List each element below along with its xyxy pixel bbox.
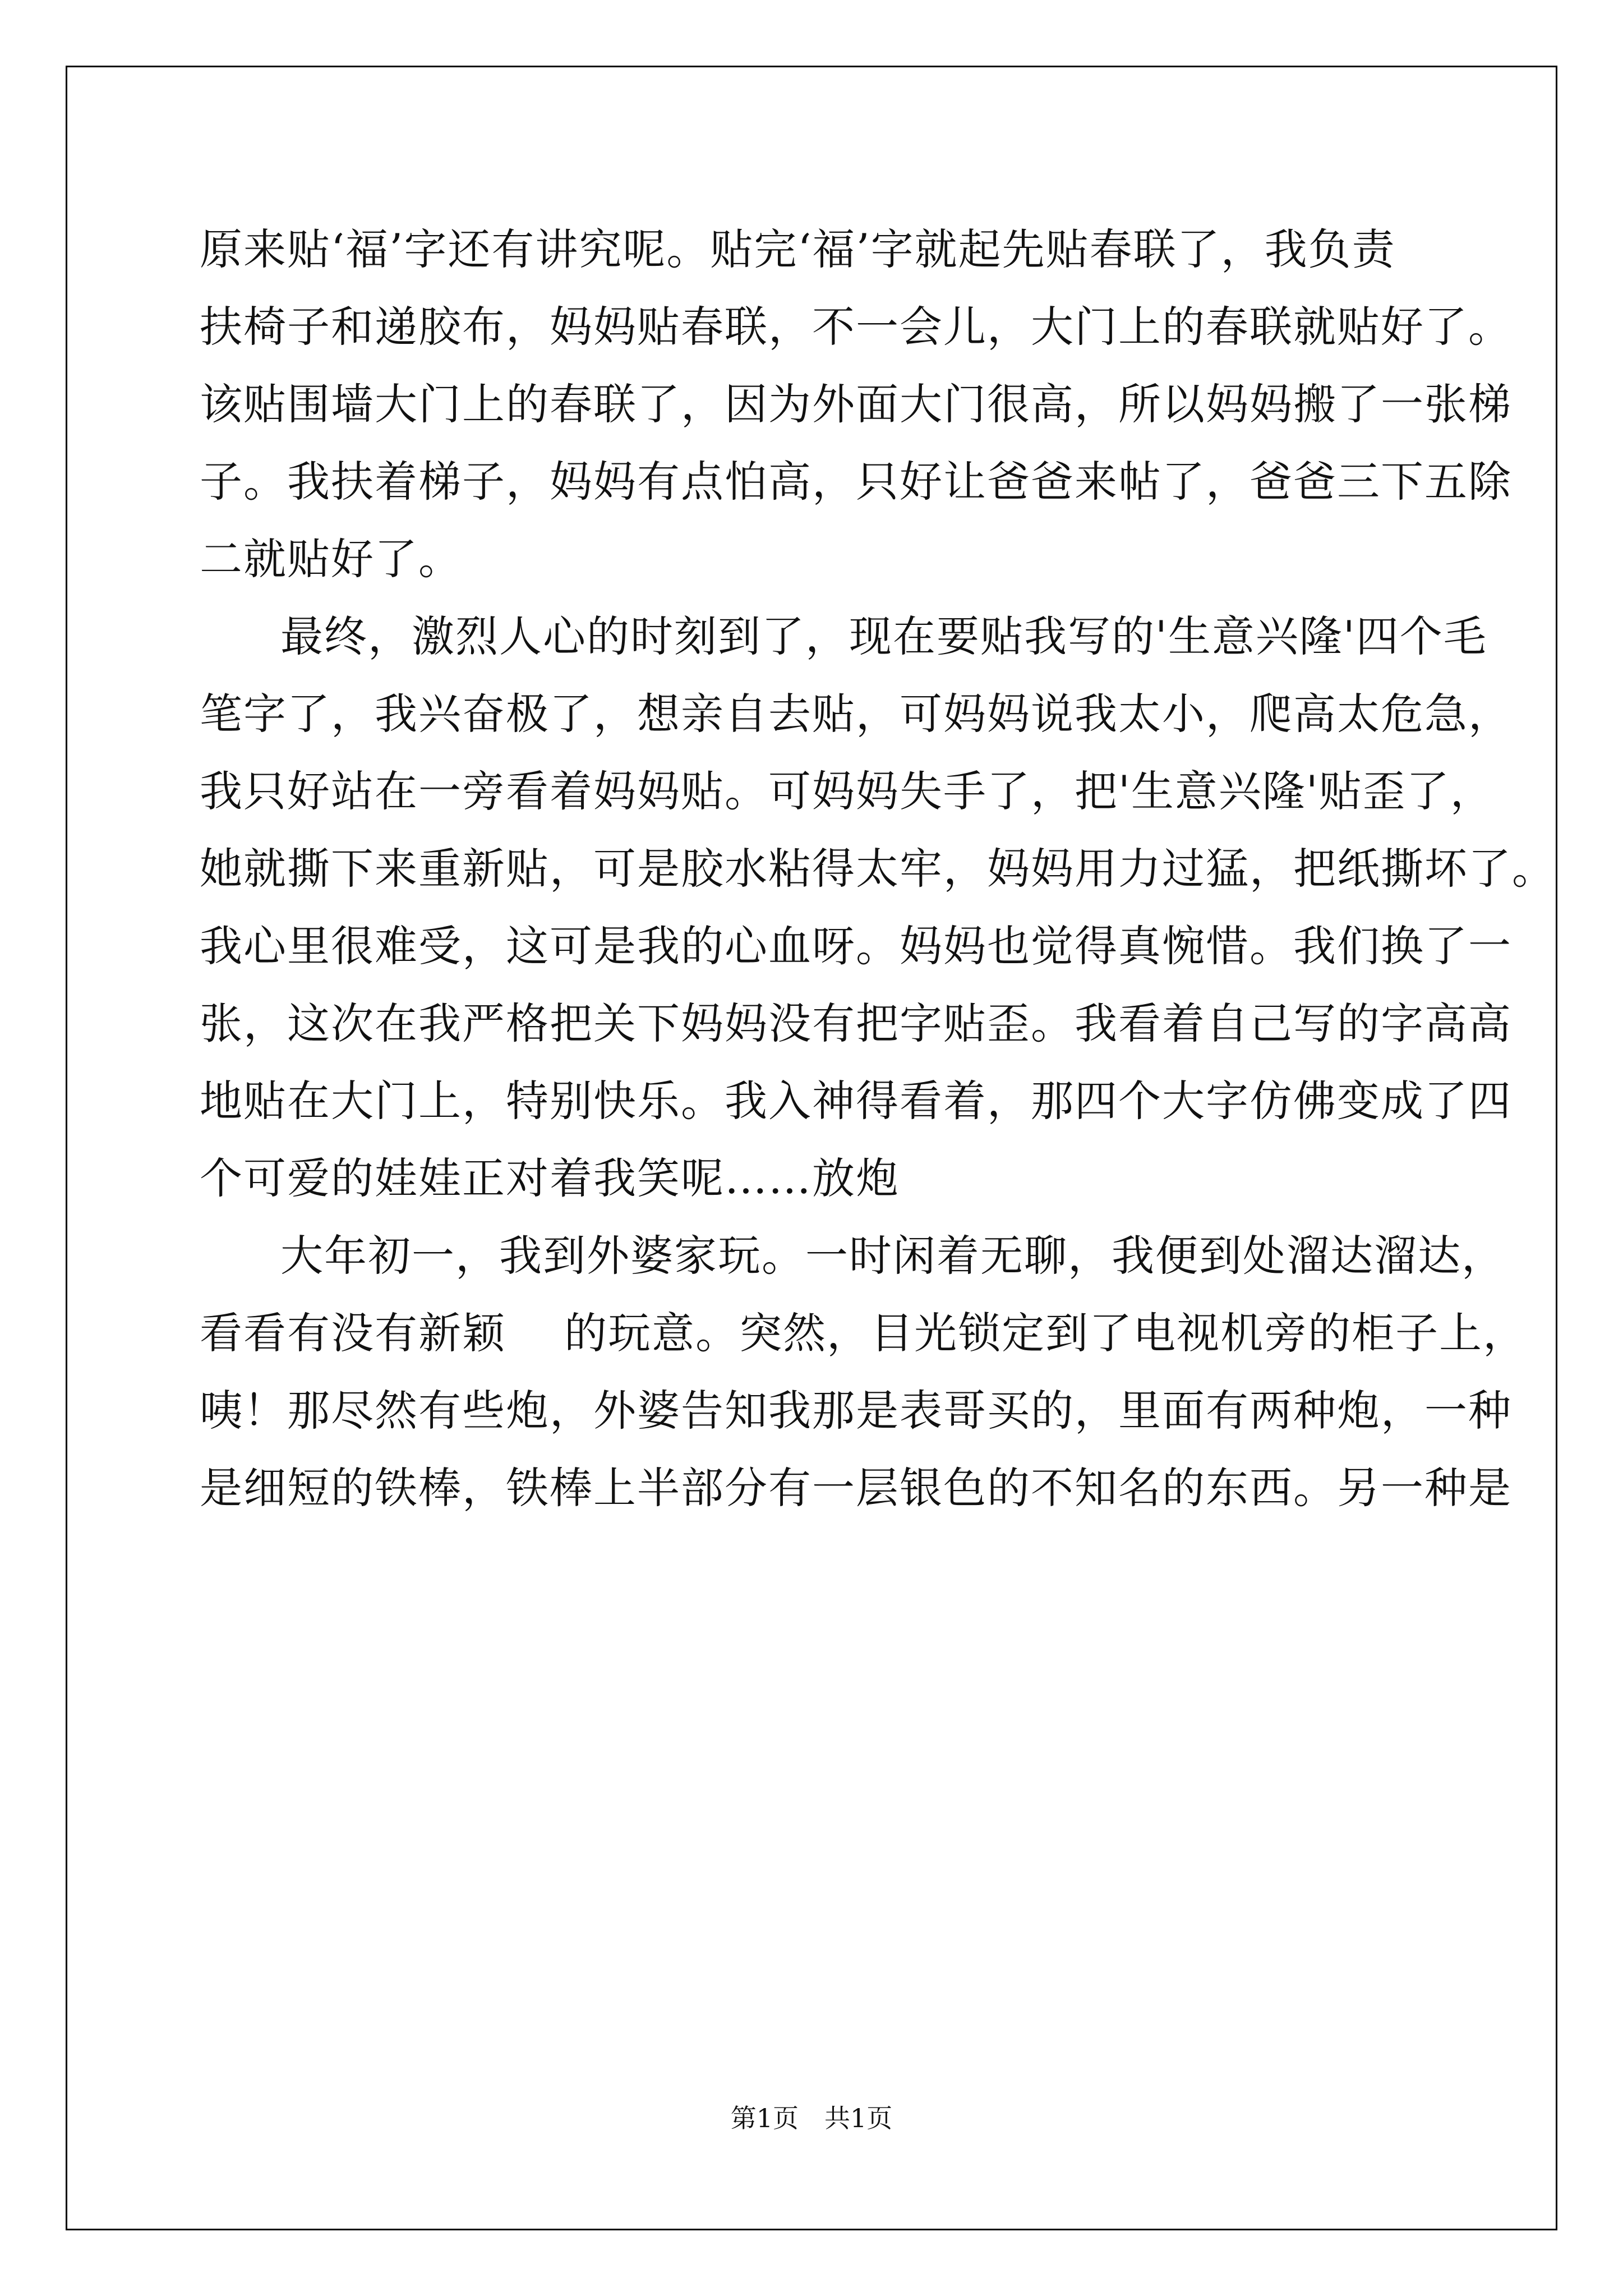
body-line-16: 咦！那尽然有些炮，外婆告知我那是表哥买的，里面有两种炮，一种 — [200, 1386, 1512, 1435]
body-line-14: 大年初一，我到外婆家玩。一时闲着无聊，我便到处溜达溜达， — [280, 1231, 1505, 1281]
body-line-15: 看看有没有新颖 的玩意。突然，目光锁定到了电视机旁的柜子上， — [200, 1308, 1527, 1358]
body-line-12: 地贴在大门上，特别快乐。我入神得看着，那四个大字仿佛变成了四 — [200, 1076, 1512, 1126]
body-line-7: 笔字了，我兴奋极了，想亲自去贴，可妈妈说我太小，爬高太危急， — [200, 689, 1512, 739]
body-line-5: 二就贴好了。 — [200, 534, 462, 584]
body-line-3: 该贴围墙大门上的春联了，因为外面大门很高，所以妈妈搬了一张梯 — [200, 379, 1512, 429]
body-line-13: 个可爱的娃娃正对着我笑呢……放炮 — [200, 1153, 900, 1203]
body-line-4: 子。我扶着梯子，妈妈有点怕高，只好让爸爸来帖了，爸爸三下五除 — [200, 457, 1512, 507]
body-line-6: 最终，激烈人心的时刻到了，现在要贴我写的'生意兴隆'四个毛 — [280, 611, 1487, 661]
body-line-8: 我只好站在一旁看着妈妈贴。可妈妈失手了，把'生意兴隆'贴歪了， — [200, 766, 1494, 816]
body-line-17: 是细短的铁棒，铁棒上半部分有一层银色的不知名的东西。另一种是 — [200, 1463, 1512, 1513]
body-line-11: 张，这次在我严格把关下妈妈没有把字贴歪。我看着自己写的字高高 — [200, 999, 1512, 1048]
page-footer: 第1页 共1页 — [730, 2103, 893, 2133]
body-line-9: 她就撕下来重新贴，可是胶水粘得太牢，妈妈用力过猛，把纸撕坏了。 — [200, 844, 1556, 894]
body-line-1: 原来贴‘福’字还有讲究呢。贴完‘福’字就起先贴春联了，我负责 — [200, 224, 1396, 274]
body-line-10: 我心里很难受，这可是我的心血呀。妈妈也觉得真惋惜。我们换了一 — [200, 921, 1512, 971]
body-line-2: 扶椅子和递胶布，妈妈贴春联，不一会儿，大门上的春联就贴好了。 — [200, 302, 1512, 352]
